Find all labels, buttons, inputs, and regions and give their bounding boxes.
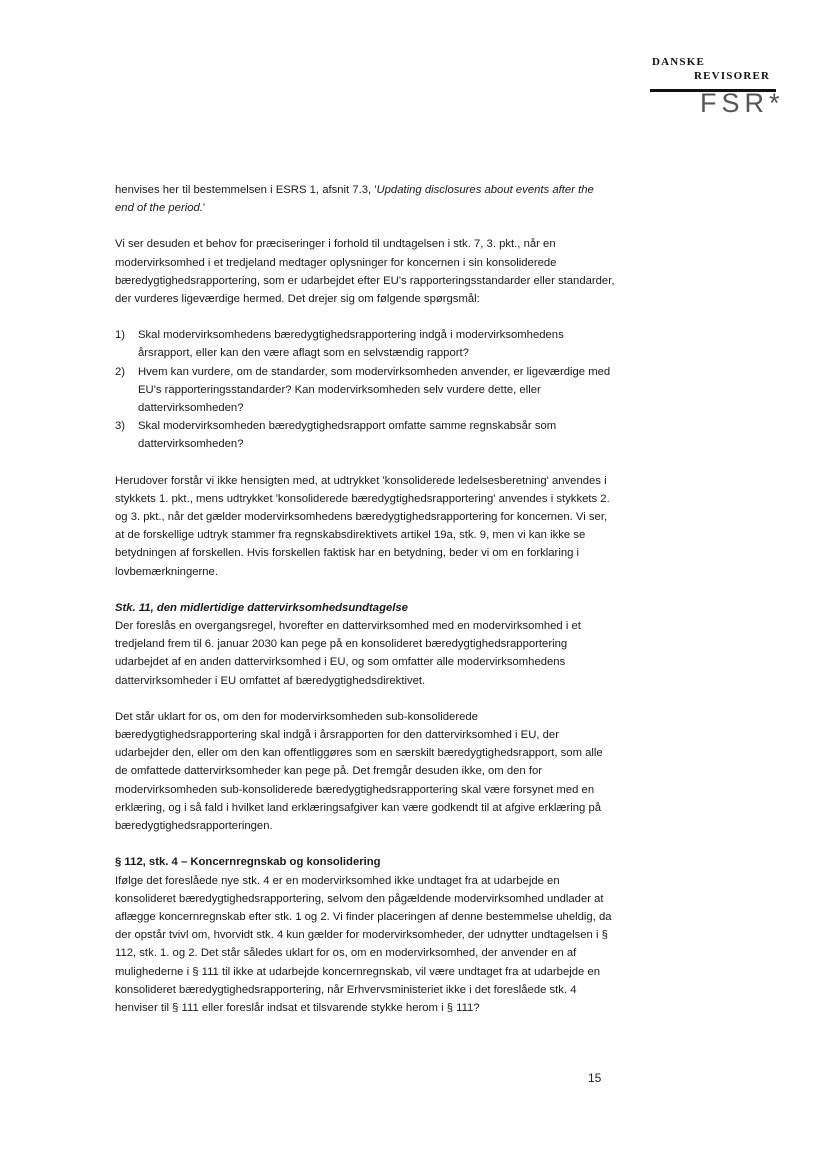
intro-prefix: henvises her til bestemmelsen i ESRS 1, afsnit 7.3, ' bbox=[115, 184, 377, 196]
list-item-number: 2) bbox=[115, 365, 126, 378]
list-item bbox=[115, 417, 615, 453]
intro-italic-quote: Updating disclosures about events after the end of the period. bbox=[115, 184, 594, 215]
list-item-text: Hvem kan vurdere, om de standarder, som modervirksomheden anvender, er ligeværdige med EU's rapporteringsstandarder? Kan modervirksomheden selv vurdere dette, eller dattervirksomheden? bbox=[138, 365, 611, 415]
questions-list bbox=[115, 326, 615, 453]
list-item-number: 3) bbox=[115, 420, 126, 433]
list-item bbox=[115, 363, 615, 418]
page-number: 15 bbox=[588, 1071, 602, 1085]
terms-paragraph: Herudover forstår vi ikke hensigten med, at udtrykket 'konsoliderede ledelsesberetning' anvendes i stykkets 1. pkt., mens udtrykket 'konsoliderede bæredygtighedsrapportering' anvendes i stykkets 2. og 3. pkt., når det gælder modervirksomhedens bæredygtighedsrapportering for koncernen. Vi ser, at de forskellige udtryk stammer fra regnskabsdirektivets artikel 19a, stk. 9, men vi kan ikke se betydningen af forskellen. Hvis forskellen faktisk har en betydning, beder vi om en forklaring i lovbemærkningerne. bbox=[115, 474, 610, 578]
logo-text-revisorer: REVISORER bbox=[694, 70, 771, 82]
section-heading-stk11: Stk. 11, den midlertidige dattervirksomhedsundtagelse bbox=[115, 601, 408, 614]
questions-intro-paragraph: Vi ser desuden et behov for præciseringer i forhold til undtagelsen i stk. 7, 3. pkt., når en modervirksomhed i et tredjeland medtager oplysninger for koncernen i sin konsoliderede bæredygtighedsrapportering, som er udarbejdet efter EU's rapporteringsstandarder eller standarder, der vurderes ligeværdige hermed. Det drejer sig om følgende spørgsmål: bbox=[115, 238, 615, 306]
list-item bbox=[115, 326, 615, 362]
logo-text-danske: DANSKE bbox=[652, 56, 706, 68]
intro-paragraph bbox=[115, 181, 615, 217]
list-item-number: 1) bbox=[115, 329, 126, 342]
section-heading-112: § 112, stk. 4 – Koncernregnskab og konsolidering bbox=[115, 856, 381, 869]
intro-suffix: ' bbox=[202, 202, 206, 215]
stk11-paragraph-2: Det står uklart for os, om den for modervirksomheden sub-konsoliderede bæredygtighedsrapportering skal indgå i årsrapporten for den dattervirksomhed i EU, der udarbejder den, eller om den kan offentliggøres som en særskilt bæredygtighedsrapport, som alle de omfattede dattervirksomheder kan pege på. Det fremgår desuden ikke, om den for modervirksomheden sub-konsoliderede bæredygtighedsrapportering skal være forsynet med en erklæring, og i så fald i hvilket land erklæringsafgiver kan være godkendt til at afgive erklæring på bæredygtighedsrapporteringen. bbox=[115, 710, 603, 833]
section-112-paragraph: Ifølge det foreslåede nye stk. 4 er en modervirksomhed ikke undtaget fra at udarbejde en konsolideret bæredygtighedsrapportering, selvom den pågældende modervirksomhed undlader at aflægge koncernregnskab efter stk. 1 og 2. Vi finder placeringen af denne bestemmelse uheldig, da der opstår tvivl om, hvorvidt stk. 4 kun gælder for modervirksomheder, der udnytter undtagelsen i § 112, stk. 1. og 2. Det står således uklart for os, om en modervirksomhed, der anvender en af mulighederne i § 111 til ikke at udarbejde koncernregnskab, vil være undtaget fra at udarbejde en konsolideret bæredygtighedsrapportering, når Erhvervsministeriet ikke i det foreslåede stk. 4 henviser til § 111 eller foreslår indsat et tilsvarende stykke herom i § 111? bbox=[115, 874, 612, 1014]
list-item-text: Skal modervirksomhedens bæredygtighedsrapportering indgå i modervirksomhedens årsrapport, eller kan den være aflagt som en selvstændig rapport? bbox=[138, 329, 564, 360]
list-item-text: Skal modervirksomheden bæredygtighedsrapport omfatte samme regnskabsår som dattervirksomheden? bbox=[138, 420, 557, 451]
logo-mark-fsr: FSR* bbox=[700, 88, 785, 118]
document-body bbox=[115, 181, 615, 1035]
stk11-paragraph-1: Der foreslås en overgangsregel, hvorefter en dattervirksomhed med en modervirksomhed i et tredjeland frem til 6. januar 2030 kan pege på en konsolideret bæredygtighedsrapportering udarbejdet af en anden dattervirksomhed i EU, og som omfatter alle modervirksomhedens dattervirksomheder i EU omfattet af bæredygtighedsdirektivet. bbox=[115, 620, 581, 687]
